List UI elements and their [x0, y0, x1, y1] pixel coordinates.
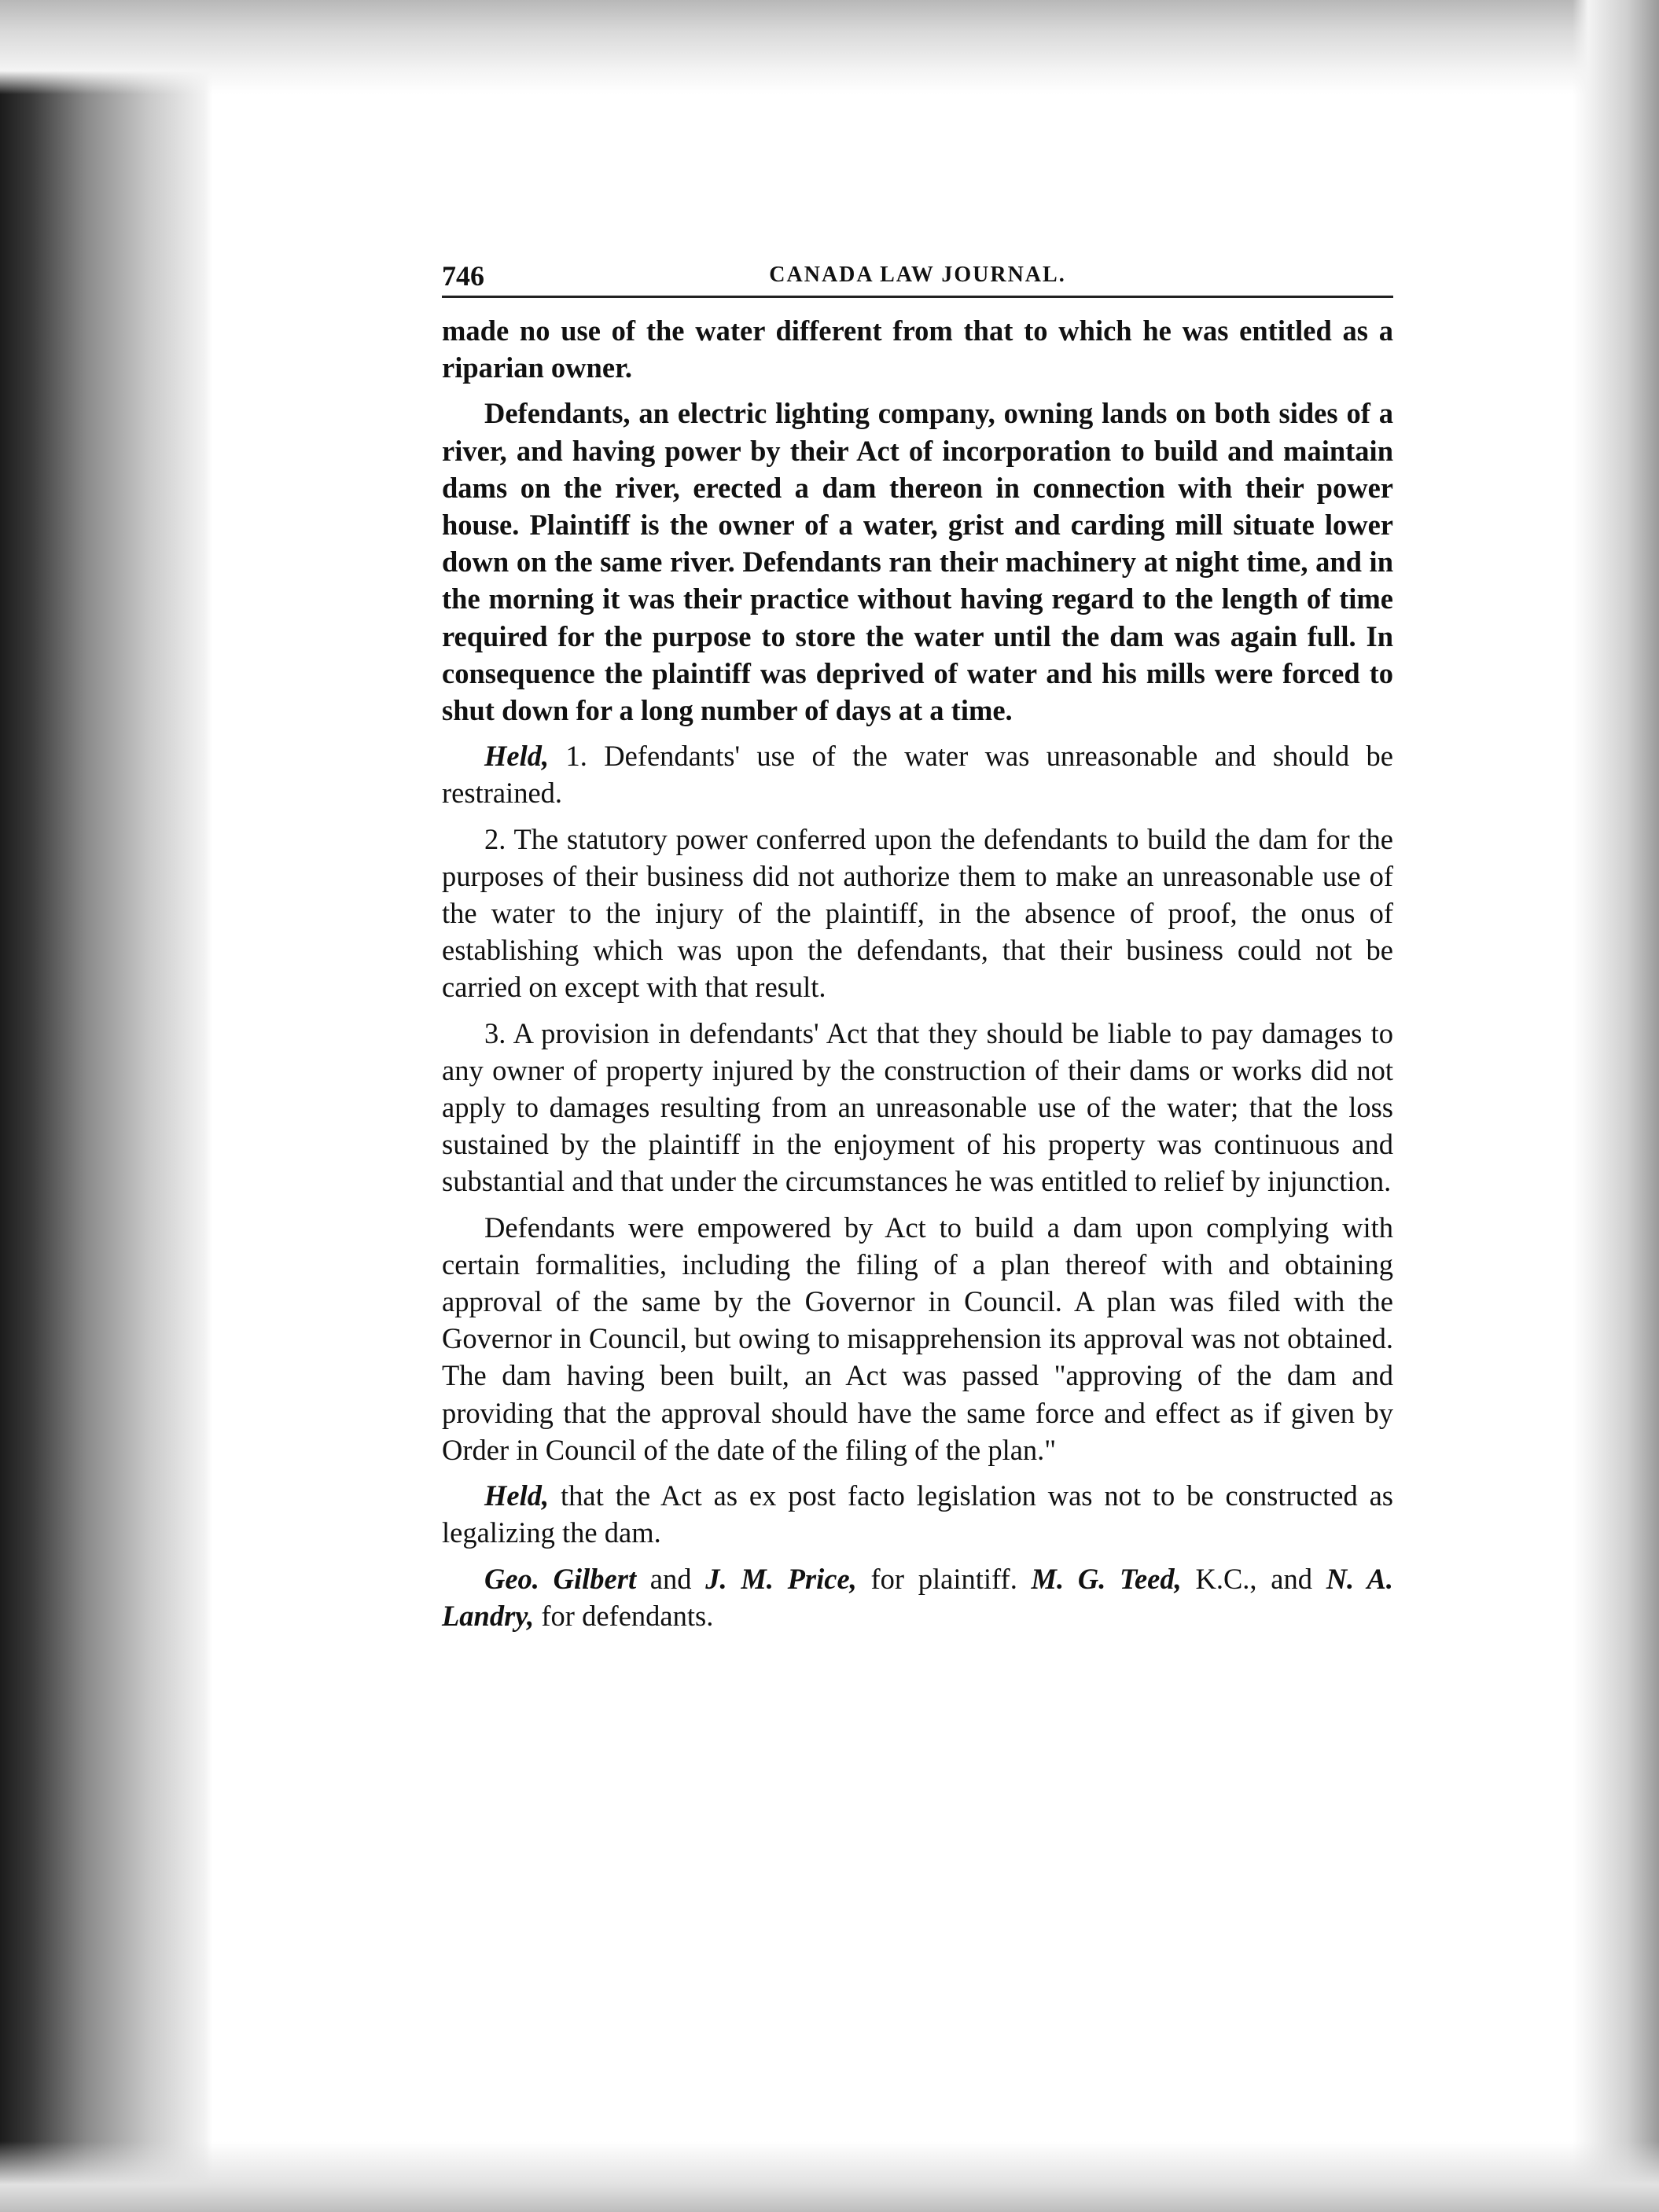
- journal-page: [442, 259, 1393, 1643]
- scan-right-edge: [1573, 0, 1659, 2212]
- page-number: 746: [442, 260, 484, 292]
- journal-title: CANADA LAW JOURNAL.: [769, 263, 1066, 287]
- counsel-name-2: J. M. Price,: [705, 1562, 857, 1595]
- held-1-text: 1. Defendants' use of the water was unreasonable and should be restrained.: [442, 740, 1393, 810]
- paragraph-held-3: 3. A provision in defendants' Act that they should be liable to pay damages to any owner of property injured by the construction of their dams or works did not apply to damages resulting from an unreasonable use of the water; that the loss sustained by the plaintiff in the enjoyment of his property was continuous and substantial and that under the circumstances he was entitled to relief by injunction.: [442, 1016, 1393, 1198]
- paragraph-continuation: made no use of the water different from that to which he was entitled as a riparian owner.: [442, 314, 1393, 384]
- scan-bottom-edge: [0, 2141, 1659, 2212]
- counsel-name-3: M. G. Teed,: [1031, 1562, 1182, 1595]
- paragraph-held-2: 2. The statutory power conferred upon the defendants to build the dam for the purposes of their business did not authorize them to make an unreasonable use of the water to the injury of the plaintiff, in the absence of proof, the onus of establishing which was upon the defendants, that their business could not be carried on except with that result.: [442, 822, 1393, 1004]
- paragraph-held-second: [442, 1477, 1393, 1551]
- counsel-for-plaintiff: for plaintiff.: [856, 1562, 1032, 1595]
- counsel-name-1: Geo. Gilbert: [484, 1562, 637, 1595]
- counsel-for-defendants: for defendants.: [534, 1599, 714, 1632]
- counsel-name-4: N. A. Landry,: [442, 1562, 1394, 1632]
- scan-left-edge: [0, 0, 212, 2212]
- body-text: [442, 312, 1393, 1634]
- counsel-and-1: and: [636, 1562, 706, 1595]
- paragraph-held-1: [442, 737, 1393, 811]
- paragraph-counsel: [442, 1560, 1393, 1634]
- paragraph-second-facts: Defendants were empowered by Act to build a dam upon complying with certain formalities, including the filing of a plan thereof with and obtaining approval of the same by the Governor in Council. A plan was filed with the Governor in Council, but owing to misapprehension its approval was not obtained. The dam having been built, an Act was passed "approving of the dam and providing that the approval should have the same force and effect as if given by Order in Council of the date of the filing of the plan.": [442, 1211, 1393, 1466]
- held-second-text: that the Act as ex post facto legislation was not to be constructed as legalizing the dam.: [442, 1479, 1393, 1549]
- running-head: [442, 259, 1393, 298]
- paragraph-facts: Defendants, an electric lighting company, owning lands on both sides of a river, and having power by their Act of incorporation to build and maintain dams on the river, erected a dam thereon in connection with their power house. Plaintiff is the owner of a water, grist and carding mill situate lower down on the same river. Defendants ran their machinery at night time, and in the morning it was their practice without having regard to the length of time required for the purpose to store the water until the dam was again full. In consequence the plaintiff was deprived of water and his mills were forced to shut down for a long number of days at a time.: [442, 397, 1393, 727]
- held-label-second: Held,: [484, 1479, 550, 1512]
- counsel-kc: K.C., and: [1181, 1562, 1326, 1595]
- held-label: Held,: [484, 740, 550, 773]
- scan-top-edge: [0, 0, 1659, 94]
